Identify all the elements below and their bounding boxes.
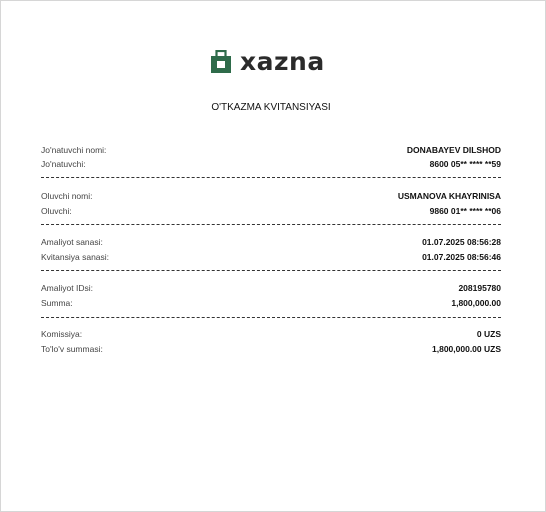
operation-id-value: 208195780 [458, 283, 501, 293]
divider [41, 270, 501, 271]
amount-row [41, 297, 501, 309]
recipient-card-row [41, 205, 501, 217]
recipient-card-label: Oluvchi: [41, 206, 72, 216]
amount-label: Summa: [41, 298, 73, 308]
operation-date-label: Amaliyot sanasi: [41, 237, 103, 247]
recipient-name-label: Oluvchi nomi: [41, 191, 93, 201]
total-row [41, 343, 501, 355]
commission-row [41, 328, 501, 340]
sender-name-row [41, 144, 501, 156]
divider [41, 224, 501, 225]
receipt-title: O'TKAZMA KVITANSIYASI [211, 102, 331, 113]
sender-card-row [41, 158, 501, 170]
receipt-date-value: 01.07.2025 08:56:46 [422, 252, 501, 262]
recipient-name-row [41, 190, 501, 202]
divider [41, 317, 501, 318]
sender-card-label: Jo'natuvchi: [41, 159, 86, 169]
commission-value: 0 UZS [476, 329, 501, 339]
receipt-date-row [41, 251, 501, 263]
divider [41, 177, 501, 178]
commission-label: Komissiya: [41, 329, 83, 339]
sender-card-value: 8600 05** **** **59 [429, 159, 501, 169]
recipient-card-value: 9860 01** **** **06 [429, 206, 501, 216]
brand-logo [210, 48, 325, 76]
recipient-name-value: USMANOVA KHAYRINISA [397, 191, 501, 201]
sender-name-value: DONABAYEV DILSHOD [406, 145, 501, 155]
operation-id-label: Amaliyot IDsi: [41, 283, 93, 293]
operation-id-row [41, 282, 501, 294]
operation-date-row [41, 236, 501, 248]
sender-name-label: Jo'natuvchi nomi: [41, 145, 107, 155]
receipt-date-label: Kvitansiya sanasi: [41, 252, 110, 262]
shopping-bag-icon [210, 50, 232, 74]
brand-name: xazna [240, 47, 325, 76]
operation-date-value: 01.07.2025 08:56:28 [422, 237, 501, 247]
amount-value: 1,800,000.00 [451, 298, 501, 308]
total-value: 1,800,000.00 UZS [432, 344, 501, 354]
total-label: To'lo'v summasi: [41, 344, 103, 354]
